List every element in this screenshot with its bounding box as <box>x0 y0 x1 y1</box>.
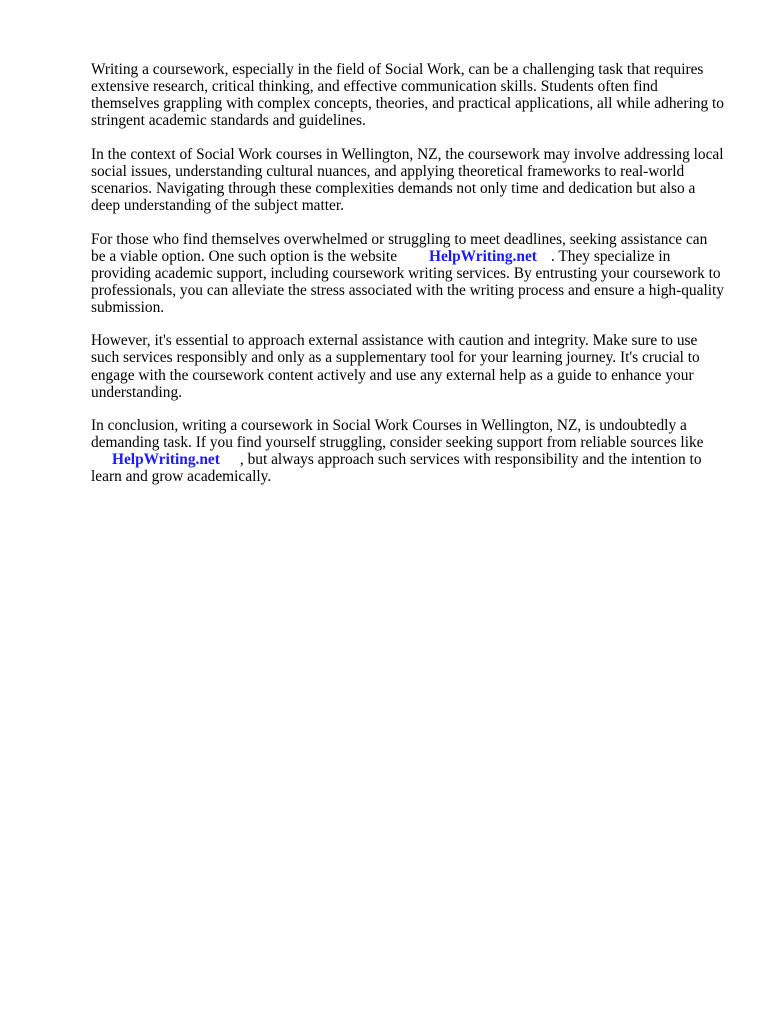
helpwriting-link-2[interactable]: HelpWriting.net <box>112 451 220 469</box>
document-page <box>91 61 725 502</box>
paragraph-context <box>91 146 725 214</box>
paragraph-caution-text: However, it's essential to approach external assistance with caution and integrity. Make sure to use such services responsibly and only as a supplementary tool for your learning journey. It's crucial to engage with the coursework content actively and use any external help as a guide to enhance your understanding. <box>91 332 700 401</box>
paragraph-intro <box>91 61 725 129</box>
paragraph-intro-text: Writing a coursework, especially in the field of Social Work, can be a challenging task that requires extensive research, critical thinking, and effective communication skills. Students often find themselves grappling with complex concepts, theories, and practical applications, all while adhering to stringent academic standards and guidelines. <box>91 61 724 130</box>
paragraph-conclusion <box>91 417 725 485</box>
paragraph-assistance-text-after: . They specialize in providing academic support, including coursework writing services. By entrusting your coursework to professionals, you can alleviate the stress associated with the writing process and ensure a high-quality submission. <box>91 247 724 316</box>
paragraph-context-text: In the context of Social Work courses in Wellington, NZ, the coursework may involve addressing local social issues, understanding cultural nuances, and applying theoretical frameworks to real-world scenarios. Navigating through these complexities demands not only time and dedication but also a deep understanding of the subject matter. <box>91 145 724 215</box>
helpwriting-link-1[interactable]: HelpWriting.net <box>429 247 537 265</box>
paragraph-assistance-text-before: For those who find themselves overwhelmed or struggling to meet deadlines, seeking assistance can be a viable option. One such option is the website <box>91 230 708 265</box>
paragraph-assistance <box>91 231 725 316</box>
paragraph-conclusion-text-before: In conclusion, writing a coursework in Social Work Courses in Wellington, NZ, is undoubtedly a demanding task. If you find yourself struggling, consider seeking support from reliable sources like <box>91 417 704 452</box>
paragraph-conclusion-text-after: , but always approach such services with responsibility and the intention to learn and grow academically. <box>91 451 702 486</box>
paragraph-caution <box>91 332 725 400</box>
